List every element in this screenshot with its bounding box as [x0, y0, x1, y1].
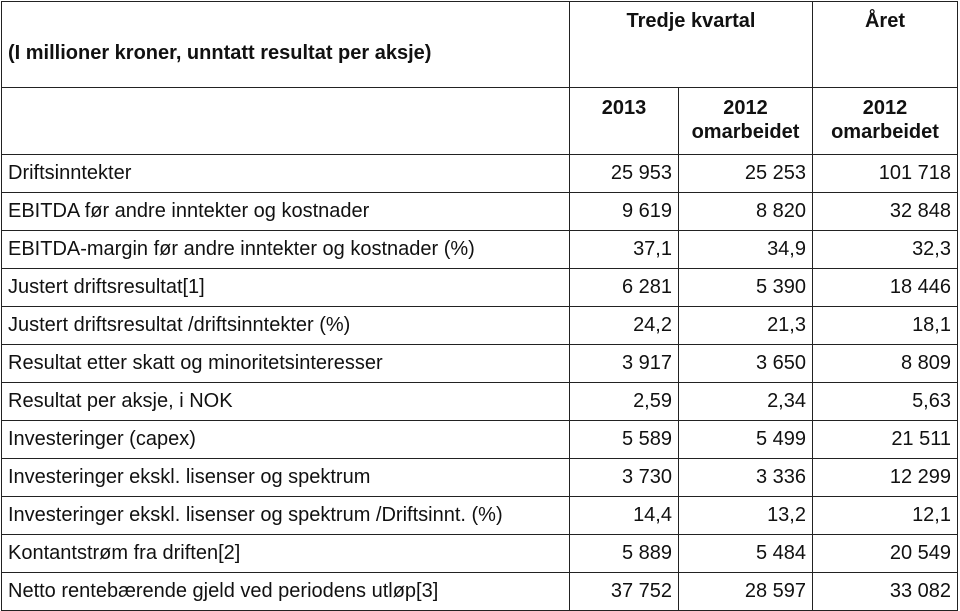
row-label: Netto rentebærende gjeld ved periodens utløp[3]: [2, 573, 570, 611]
cell-y2012: 18 446: [813, 269, 958, 307]
cell-y2012: 32,3: [813, 231, 958, 269]
cell-q2012: 3 336: [679, 459, 813, 497]
table-row: [2, 345, 958, 383]
row-label: Justert driftsresultat /driftsinntekter (%): [2, 307, 570, 345]
row-label: Kontantstrøm fra driften[2]: [2, 535, 570, 573]
row-label: Resultat per aksje, i NOK: [2, 383, 570, 421]
cell-q2013: 5 589: [570, 421, 679, 459]
cell-q2013: 9 619: [570, 193, 679, 231]
row-label: Driftsinntekter: [2, 155, 570, 193]
column-sub-label: omarbeidet: [831, 121, 939, 143]
column-sub-label: omarbeidet: [691, 121, 800, 143]
financial-table-container: [1, 1, 958, 611]
column-group-year: Året: [813, 2, 958, 88]
cell-q2012: 2,34: [679, 383, 813, 421]
table-row: [2, 155, 958, 193]
header-row-years: [2, 88, 958, 155]
column-header-y2012: [813, 88, 958, 155]
table-row: [2, 307, 958, 345]
cell-q2012: 8 820: [679, 193, 813, 231]
column-year-label: 2012: [862, 97, 908, 119]
table-row: [2, 535, 958, 573]
cell-q2013: 24,2: [570, 307, 679, 345]
cell-y2012: 8 809: [813, 345, 958, 383]
cell-q2013: 2,59: [570, 383, 679, 421]
cell-q2013: 25 953: [570, 155, 679, 193]
cell-q2012: 13,2: [679, 497, 813, 535]
table-row: [2, 383, 958, 421]
cell-y2012: 18,1: [813, 307, 958, 345]
cell-q2012: 25 253: [679, 155, 813, 193]
row-label: EBITDA før andre inntekter og kostnader: [2, 193, 570, 231]
cell-q2012: 28 597: [679, 573, 813, 611]
cell-y2012: 32 848: [813, 193, 958, 231]
column-group-quarter: Tredje kvartal: [570, 2, 813, 88]
column-header-q2012: [679, 88, 813, 155]
table-row: [2, 421, 958, 459]
row-label: Investeringer ekskl. lisenser og spektrum: [2, 459, 570, 497]
row-label: Justert driftsresultat[1]: [2, 269, 570, 307]
column-year-label: 2012: [723, 97, 768, 119]
cell-q2013: 37,1: [570, 231, 679, 269]
cell-q2012: 5 499: [679, 421, 813, 459]
cell-y2012: 5,63: [813, 383, 958, 421]
table-title: (I millioner kroner, unntatt resultat per aksje): [2, 2, 570, 88]
cell-q2013: 6 281: [570, 269, 679, 307]
cell-q2012: 5 390: [679, 269, 813, 307]
row-label: Resultat etter skatt og minoritetsinteresser: [2, 345, 570, 383]
cell-y2012: 101 718: [813, 155, 958, 193]
header-row-groups: [2, 2, 958, 88]
row-label: Investeringer (capex): [2, 421, 570, 459]
cell-y2012: 12,1: [813, 497, 958, 535]
cell-q2013: 5 889: [570, 535, 679, 573]
empty-header-cell: [2, 88, 570, 155]
cell-q2013: 37 752: [570, 573, 679, 611]
table-row: [2, 231, 958, 269]
table-row: [2, 193, 958, 231]
cell-q2013: 3 917: [570, 345, 679, 383]
column-header-q2013: [570, 88, 679, 155]
cell-y2012: 21 511: [813, 421, 958, 459]
cell-y2012: 33 082: [813, 573, 958, 611]
cell-y2012: 12 299: [813, 459, 958, 497]
row-label: Investeringer ekskl. lisenser og spektrum /Driftsinnt. (%): [2, 497, 570, 535]
cell-q2012: 34,9: [679, 231, 813, 269]
column-year-label: 2013: [601, 97, 647, 119]
table-row: [2, 269, 958, 307]
cell-q2012: 3 650: [679, 345, 813, 383]
cell-y2012: 20 549: [813, 535, 958, 573]
cell-q2012: 5 484: [679, 535, 813, 573]
table-row: [2, 459, 958, 497]
row-label: EBITDA-margin før andre inntekter og kostnader (%): [2, 231, 570, 269]
financial-table: [1, 1, 958, 611]
table-row: [2, 497, 958, 535]
cell-q2013: 3 730: [570, 459, 679, 497]
cell-q2012: 21,3: [679, 307, 813, 345]
cell-q2013: 14,4: [570, 497, 679, 535]
table-row: [2, 573, 958, 611]
